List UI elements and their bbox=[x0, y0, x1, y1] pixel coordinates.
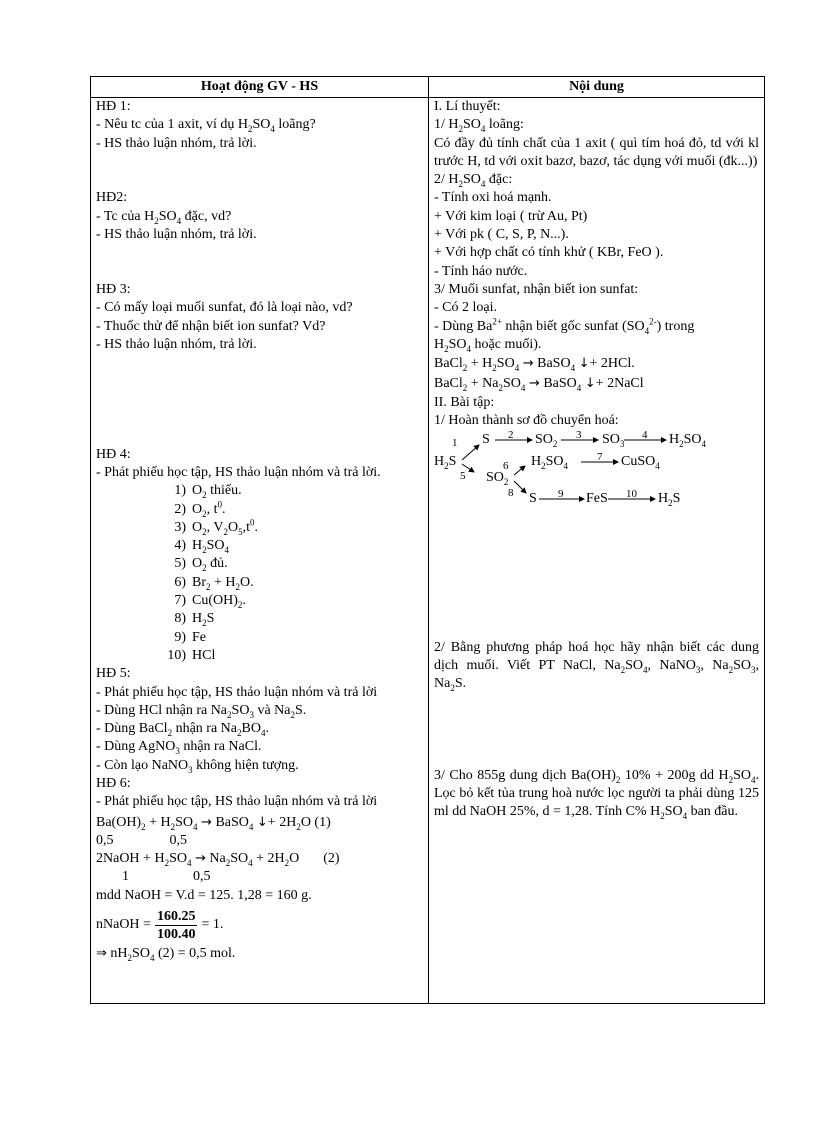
diagram-label-2: 2 bbox=[508, 428, 514, 441]
hd2-title: HĐ2: bbox=[96, 190, 128, 206]
hd3-answer: - HS thảo luận nhóm, trả lời. bbox=[96, 336, 257, 352]
reaction1: BaCl$_2$ + $H_2SO_4$ → BaSO$_4$ ↓+ 2HCl. bbox=[434, 356, 635, 373]
diagram-so2: $SO_2$ bbox=[535, 431, 558, 449]
hd6-equation1: $Ba(OH)_2 + H_2SO_4$ → BaSO$_4$ ↓+ $2H_2O$ (1) bbox=[96, 814, 331, 832]
column-divider bbox=[428, 97, 429, 1003]
list-item: 2) $O_2$, $t^0$. bbox=[174, 498, 226, 519]
hd2-question: - Tc của $H_2SO_4$ đặc, vd? bbox=[96, 208, 232, 226]
diagram-h2so4-2: $H_2SO_4$ bbox=[531, 453, 569, 471]
hd2-answer: - HS thảo luận nhóm, trả lời. bbox=[96, 227, 257, 243]
sulfate-types: - Có 2 loại. bbox=[434, 300, 497, 316]
conc-prop3: + Với pk ( C, S, P, N...). bbox=[434, 227, 569, 243]
arrow-icon: → bbox=[201, 814, 212, 830]
implies-icon: ⇒ bbox=[96, 946, 107, 962]
hd6-mass: mdd NaOH = V.d = 125. 1,28 = 160 g. bbox=[96, 887, 312, 903]
diagram-label-8: 8 bbox=[508, 486, 514, 499]
diagram-s: S bbox=[482, 431, 490, 447]
list-item: 4) $H_2SO_4$ bbox=[174, 538, 230, 555]
arrow-icon: → bbox=[522, 356, 534, 372]
exercises-heading: II. Bài tập: bbox=[434, 395, 495, 411]
hd5-line3: - Dùng AgNO$_3$ nhận ra NaCl. bbox=[96, 739, 262, 757]
hd4-list bbox=[96, 482, 421, 665]
down-arrow-icon: ↓ bbox=[578, 356, 590, 372]
list-item: 5) $O_2$ đủ. bbox=[174, 556, 228, 574]
conc-prop4: + Với hợp chất có tính khử ( KBr, FeO ). bbox=[434, 245, 664, 261]
list-item: 1) $O_2$ thiếu. bbox=[174, 483, 242, 501]
diagram-h2s-2: $H_2S$ bbox=[658, 490, 681, 508]
diagram-so2-b: $SO_2$ bbox=[486, 469, 509, 487]
arrow-icon: → bbox=[528, 376, 540, 392]
header-activities: Hoạt động GV - HS bbox=[91, 77, 429, 97]
diagram-label-1: 1 bbox=[452, 436, 458, 449]
diagram-label-9: 9 bbox=[558, 487, 564, 500]
hd1-title: HĐ 1: bbox=[96, 99, 131, 114]
sulfate-test-cont: $H_2SO_4$ hoặc muối). bbox=[434, 336, 542, 354]
diagram-h2s: $H_2S$ bbox=[434, 453, 457, 471]
diagram-cuso4: CuSO$_4$ bbox=[621, 453, 660, 471]
diagram-label-7: 7 bbox=[597, 450, 603, 463]
diagram-fes: FeS bbox=[586, 490, 608, 506]
hd3-question1: - Có mấy loại muối sunfat, đó là loại nào, vd? bbox=[96, 300, 353, 316]
diagram-label-6: 6 bbox=[503, 459, 509, 472]
conc-prop1: - Tính oxi hoá mạnh. bbox=[434, 190, 552, 206]
diagram-h2so4: $H_2SO_4$ bbox=[669, 431, 707, 449]
list-item: 7) $Cu(OH)_2$. bbox=[174, 593, 246, 610]
hd3-question2: - Thuốc thử để nhận biết ion sunfat? Vd? bbox=[96, 318, 326, 334]
hd6-title: HĐ 6: bbox=[96, 775, 131, 791]
down-arrow-icon: ↓ bbox=[256, 814, 268, 830]
lesson-table bbox=[90, 76, 765, 1004]
hd6-mole-calc: nNaOH = $\frac{160.25}{100.40}$ = 1. bbox=[96, 908, 224, 942]
dilute-heading: 1/ $H_2SO_4$ loãng: bbox=[434, 117, 524, 135]
diagram-label-4: 4 bbox=[642, 428, 648, 441]
theory-heading: I. Lí thuyết: bbox=[434, 99, 501, 114]
down-arrow-icon: ↓ bbox=[584, 376, 596, 392]
sulfate-test: - Dùng $Ba^{2+}$ nhận biết gốc sunfat $(SO_4^{2-})$ trong bbox=[434, 315, 695, 336]
hd5-line1: - Dùng HCl nhận ra $Na_2SO_3$ và $Na_2S$. bbox=[96, 702, 307, 720]
hd3-title: HĐ 3: bbox=[96, 281, 131, 297]
list-item: 8) $H_2S$ bbox=[174, 611, 215, 629]
hd4-title: HĐ 4: bbox=[96, 446, 131, 462]
list-item: 3) $O_2$, $V_2O_5,t^0$. bbox=[174, 517, 258, 537]
header-content: Nội dung bbox=[569, 79, 624, 94]
list-item: 10) HCl bbox=[167, 647, 216, 663]
hd6-moles1: 0,5 0,5 bbox=[96, 832, 187, 848]
conc-prop2: + Với kim loại ( trừ Au, Pt) bbox=[434, 208, 588, 224]
hd5-line4: - Còn lạo NaNO$_3$ không hiện tượng. bbox=[96, 757, 299, 775]
arrow-icon: → bbox=[194, 851, 206, 867]
dilute-properties: Có đầy đủ tính chất của 1 axit ( quì tím hoá đỏ, td với kl trước H, td với oxit bazơ, bazơ, tác dụng với muối (đk...)) bbox=[434, 135, 759, 169]
hd5-line2: - Dùng BaCl$_2$ nhận ra $Na_2BO_4$. bbox=[96, 721, 269, 738]
exercise2: 2/ Bằng phương pháp hoá học hãy nhận biết các dung dịch muối. Viết PT NaCl, $Na_2SO_4$, NaNO$_3$, $Na_2SO_3$, $Na_2S$. bbox=[434, 639, 760, 694]
reaction2: BaCl$_2$ + $Na_2SO_4$ → BaSO$_4$ ↓+ 2NaCl bbox=[434, 376, 644, 393]
conc-prop5: - Tính háo nước. bbox=[434, 263, 528, 279]
hd1-question: - Nêu tc của 1 axit, ví dụ $H_2SO_4$ loãng? bbox=[96, 117, 316, 135]
hd6-equation2: 2NaOH + $H_2SO_4 \to Na_2SO_4 + 2H_2O$ (2) bbox=[96, 851, 340, 868]
hd5-task: - Phát phiếu học tập, HS thảo luận nhóm và trả lời bbox=[96, 684, 378, 700]
diagram-label-3: 3 bbox=[576, 428, 582, 441]
diagram-label-10: 10 bbox=[626, 487, 637, 500]
exercise3: 3/ Cho 855g dung dịch $Ba(OH)_2$ 10% + 200g dd $H_2SO_4$. Lọc bỏ kết tủa trung hoà nước lọc người ta phải dùng 125 ml dd NaOH 25%, d = 1,28. Tính C% $H_2SO_4$ ban đầu. bbox=[434, 767, 759, 822]
exercise1-prompt: 1/ Hoàn thành sơ đồ chuyển hoá: bbox=[434, 413, 619, 429]
activities-column bbox=[96, 98, 421, 963]
diagram-label-5: 5 bbox=[460, 469, 466, 482]
hd1-answer: - HS thảo luận nhóm, trả lời. bbox=[96, 135, 257, 151]
hd6-task: - Phát phiếu học tập, HS thảo luận nhóm và trả lời bbox=[96, 794, 378, 810]
list-item: 6) $Br_2 + H_2O$. bbox=[174, 574, 254, 592]
content-column bbox=[434, 98, 759, 822]
diagram-s-2: S bbox=[529, 490, 537, 506]
hd5-title: HĐ 5: bbox=[96, 666, 131, 682]
table-header bbox=[91, 77, 764, 98]
hd4-task: - Phát phiếu học tập, HS thảo luận nhóm và trả lời. bbox=[96, 464, 381, 480]
hd6-result: ⇒ $nH_2SO_4$ (2) = 0,5 mol. bbox=[96, 946, 236, 963]
conversion-diagram bbox=[434, 428, 754, 513]
hd6-moles2: 1 0,5 bbox=[122, 869, 211, 885]
sulfate-heading: 3/ Muối sunfat, nhận biết ion sunfat: bbox=[434, 281, 639, 297]
conc-heading: 2/ $H_2SO_4$ đặc: bbox=[434, 172, 513, 189]
list-item: 9) Fe bbox=[174, 629, 206, 645]
fraction: $\frac{160.25}{100.40}$ bbox=[156, 908, 196, 942]
diagram-so3: $SO_3$ bbox=[602, 431, 625, 449]
